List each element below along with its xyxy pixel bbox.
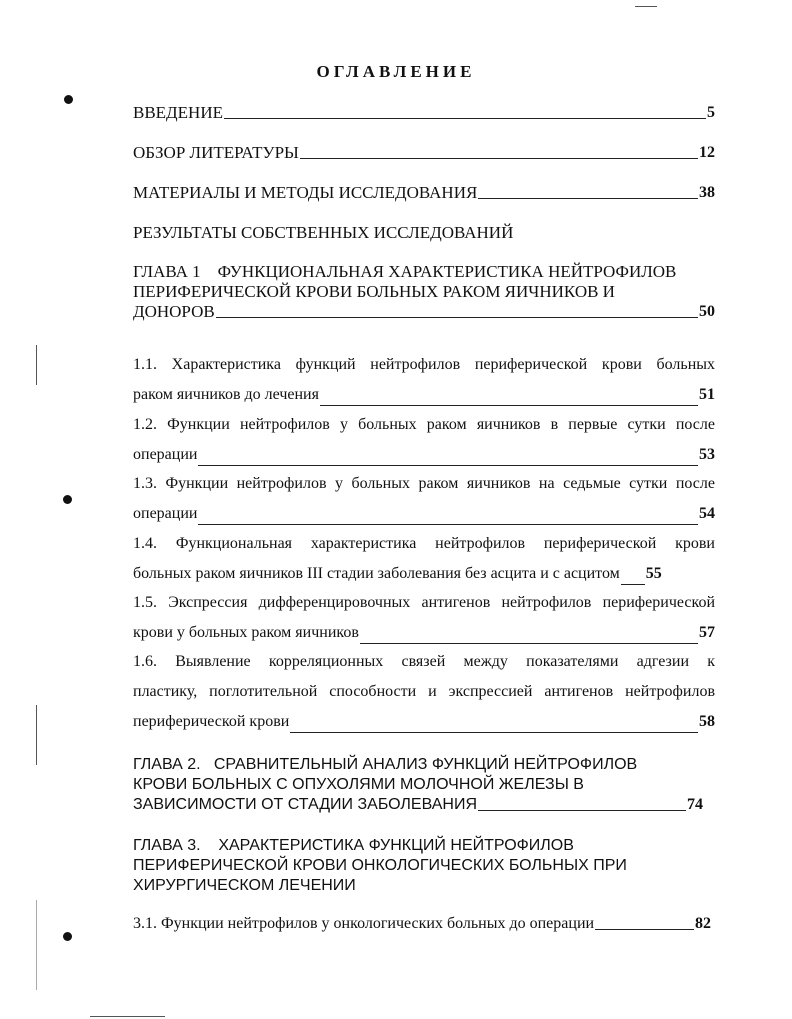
entry-text: ПЕРИФЕРИЧЕСКОЙ КРОВИ ОНКОЛОГИЧЕСКИХ БОЛЬНЫХ ПРИ <box>133 857 627 874</box>
entry-text: ХИРУРГИЧЕСКОМ ЛЕЧЕНИИ <box>133 877 356 894</box>
toc-section-3-1 <box>133 914 711 934</box>
entry-text: операции <box>133 505 198 522</box>
toc-entry-results <box>133 223 715 243</box>
toc-section-1-1 <box>133 350 715 410</box>
toc-section-1-2 <box>133 410 715 470</box>
binder-hole-bottom <box>63 932 72 941</box>
scan-edge-mark <box>36 705 37 765</box>
entry-text: ГЛАВА 2. СРАВНИТЕЛЬНЫЙ АНАЛИЗ ФУНКЦИЙ НЕЙТРОФИЛОВ <box>133 756 638 773</box>
leader-line <box>621 584 645 585</box>
entry-text: операции <box>133 446 198 463</box>
entry-text: 1.5. Экспрессия дифференцировочных антигенов нейтрофилов периферической <box>133 594 715 611</box>
leader-line <box>478 198 698 199</box>
entry-text: 1.2. Функции нейтрофилов у больных раком яичников в первые сутки после <box>133 416 715 433</box>
leader-line <box>290 732 698 733</box>
page-number: 74 <box>687 796 703 813</box>
leader-line <box>320 405 698 406</box>
leader-line <box>595 929 694 930</box>
page-title: ОГЛАВЛЕНИЕ <box>316 62 476 81</box>
page-number: 57 <box>699 624 715 641</box>
toc-section-1-3 <box>133 469 715 529</box>
toc-section-1-6 <box>133 647 715 737</box>
page-number: 53 <box>699 446 715 463</box>
leader-line <box>224 118 706 119</box>
entry-text: 1.6. Выявление корреляционных связей между показателями адгезии к <box>133 653 715 670</box>
scan-edge-mark <box>36 345 37 385</box>
leader-line <box>198 465 698 466</box>
entry-text: пластику, поглотительной способности и экспрессией антигенов нейтрофилов <box>133 683 715 700</box>
entry-text: раком яичников до лечения <box>133 386 319 403</box>
entry-text: ОБЗОР ЛИТЕРАТУРЫ <box>133 143 299 162</box>
binder-hole-middle <box>63 495 72 504</box>
page-number: 5 <box>707 104 715 121</box>
entry-text: больных раком яичников III стадии заболевания без асцита и с асцитом <box>133 565 620 582</box>
entry-text: КРОВИ БОЛЬНЫХ С ОПУХОЛЯМИ МОЛОЧНОЙ ЖЕЛЕЗЫ В <box>133 776 584 793</box>
entry-text: 3.1. Функции нейтрофилов у онкологических больных до операции <box>133 915 595 932</box>
entry-text: ВВЕДЕНИЕ <box>133 103 223 122</box>
entry-text: РЕЗУЛЬТАТЫ СОБСТВЕННЫХ ИССЛЕДОВАНИЙ <box>133 223 514 242</box>
entry-text: 1.3. Функции нейтрофилов у больных раком яичников на седьмые сутки после <box>133 475 715 492</box>
page-number: 50 <box>699 303 715 320</box>
scan-edge-mark <box>90 1016 165 1017</box>
leader-line <box>300 158 698 159</box>
entry-text: ДОНОРОВ <box>133 302 215 321</box>
toc-section-1-5 <box>133 588 715 648</box>
toc-chapter-1 <box>133 262 715 322</box>
entry-text: 1.4. Функциональная характеристика нейтрофилов периферической крови <box>133 535 715 552</box>
entry-text: МАТЕРИАЛЫ И МЕТОДЫ ИССЛЕДОВАНИЯ <box>133 183 478 202</box>
leader-line <box>216 317 698 318</box>
leader-line <box>478 810 686 811</box>
scan-edge-mark <box>635 6 657 7</box>
toc-chapter-3 <box>133 836 715 896</box>
entry-text: 1.1. Характеристика функций нейтрофилов периферической крови больных <box>133 356 715 373</box>
toc-entry-intro <box>133 103 715 123</box>
page-number: 38 <box>699 184 715 201</box>
entry-text: ЗАВИСИМОСТИ ОТ СТАДИИ ЗАБОЛЕВАНИЯ <box>133 796 478 813</box>
page-number: 12 <box>699 144 715 161</box>
binder-hole-top <box>64 95 73 104</box>
page-number: 55 <box>645 565 662 582</box>
page-number: 58 <box>699 713 715 730</box>
toc-chapter-2 <box>133 755 715 815</box>
page-number: 82 <box>695 915 711 932</box>
leader-line <box>360 643 698 644</box>
leader-line <box>198 524 698 525</box>
page-number: 54 <box>699 505 715 522</box>
entry-text: ГЛАВА 3. ХАРАКТЕРИСТИКА ФУНКЦИЙ НЕЙТРОФИЛОВ <box>133 837 574 854</box>
toc-section-1-4 <box>133 529 715 589</box>
page-number: 51 <box>699 386 715 403</box>
entry-text: ГЛАВА 1 ФУНКЦИОНАЛЬНАЯ ХАРАКТЕРИСТИКА НЕЙТРОФИЛОВ <box>133 262 677 281</box>
toc-entry-review <box>133 143 715 163</box>
entry-text: ПЕРИФЕРИЧЕСКОЙ КРОВИ БОЛЬНЫХ РАКОМ ЯИЧНИКОВ И <box>133 282 615 301</box>
entry-text: крови у больных раком яичников <box>133 624 359 641</box>
scan-edge-mark <box>36 900 37 990</box>
toc-entry-methods <box>133 183 715 203</box>
entry-text: периферической крови <box>133 713 290 730</box>
